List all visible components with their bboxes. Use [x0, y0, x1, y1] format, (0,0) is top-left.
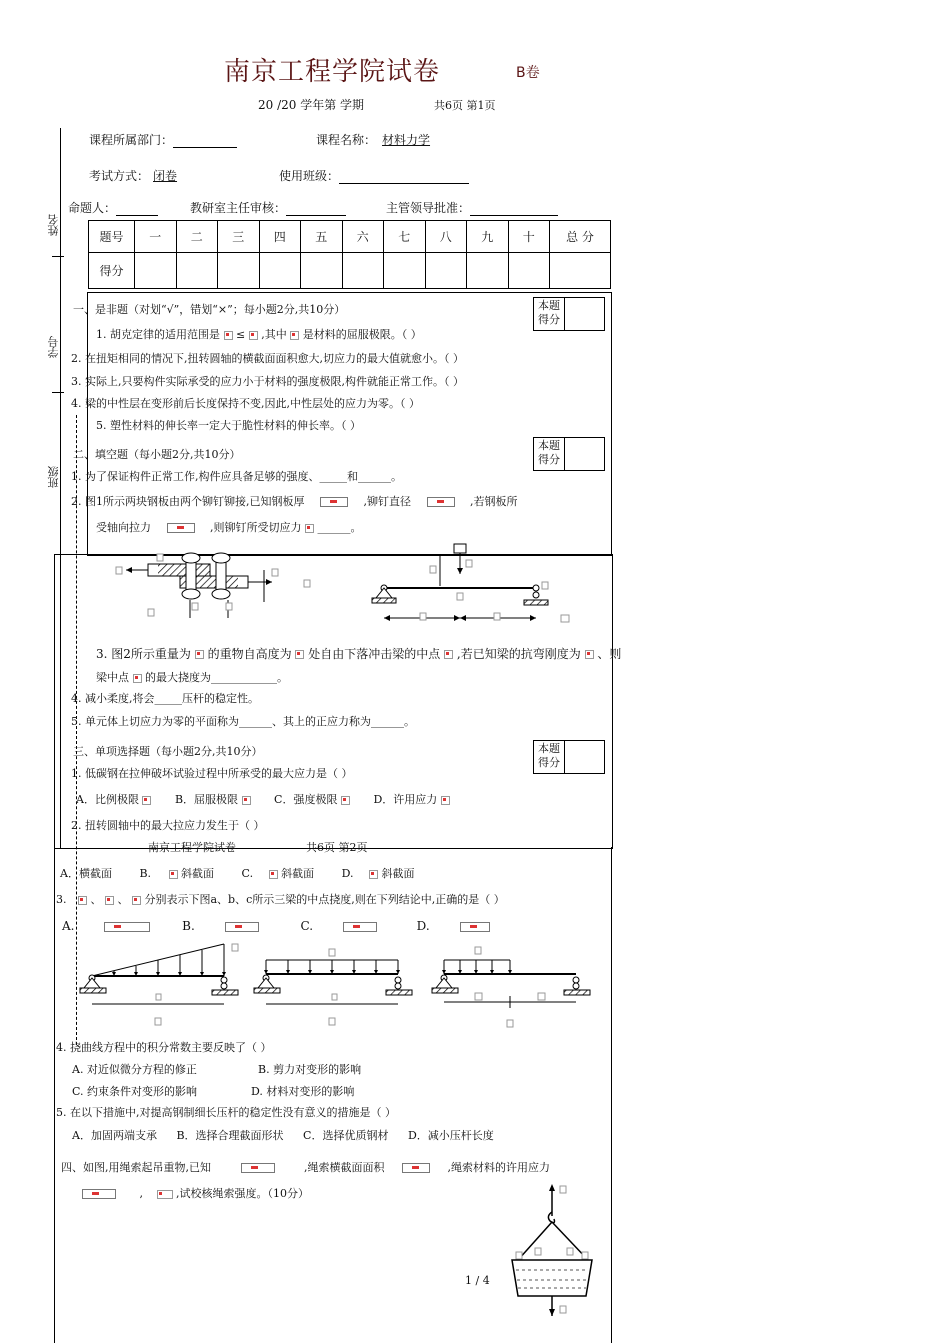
sec3-q2-options — [60, 865, 415, 881]
label-image-icon — [148, 609, 154, 616]
label-image-icon — [329, 949, 335, 956]
label-image-icon — [156, 994, 161, 1000]
ground — [432, 988, 458, 993]
sec1-q1 — [96, 326, 422, 342]
score-col: 二 — [176, 221, 218, 253]
q-text: , — [139, 1187, 143, 1200]
q-text: 四、如图,用绳索起吊重物,已知 — [61, 1161, 211, 1174]
side-label-name: 姓名 — [47, 214, 60, 236]
formula-image-icon — [224, 331, 233, 340]
figure-2-impact-beam — [366, 542, 576, 632]
sec2-q1: 1. 为了保证构件正常工作,构件应具备足够的强度、_____和______。 — [71, 470, 402, 483]
label-image-icon — [560, 1306, 566, 1313]
label-image-icon — [116, 567, 122, 574]
arrowhead — [126, 567, 132, 573]
sec3-q4-option-c[interactable]: C. 约束条件对变形的影响 — [72, 1085, 198, 1098]
formula-image-icon — [444, 650, 453, 659]
label-image-icon — [457, 593, 463, 600]
sec3-q4-option-a[interactable]: A. 对近似微分方程的修正 — [72, 1063, 197, 1076]
sec3-q5: 5. 在以下措施中,对提高钢制细长压杆的稳定性没有意义的措施是（ ） — [56, 1106, 396, 1119]
score-col: 七 — [384, 221, 426, 253]
sec2-q3 — [96, 645, 621, 662]
class-label: 使用班级： — [279, 169, 340, 183]
label-image-icon — [332, 994, 337, 1000]
label-image-icon — [494, 613, 500, 620]
q-text: ,试校核绳索强度。（10分） — [176, 1187, 309, 1200]
pin-support — [376, 588, 392, 598]
sec2-q2 — [71, 493, 518, 509]
label-image-icon — [542, 582, 548, 589]
pin-support — [258, 978, 274, 988]
score-cell[interactable] — [301, 253, 343, 289]
score-col: 六 — [342, 221, 384, 253]
option-d-text: 斜截面 — [381, 867, 415, 880]
review-label: 教研室主任审核： — [190, 201, 287, 215]
sec3-q1: 1. 低碳钢在拉伸破坏试验过程中所承受的最大应力是（ ） — [71, 767, 353, 780]
score-cell[interactable] — [259, 253, 301, 289]
course-label: 课程名称： — [316, 133, 377, 147]
ground — [372, 598, 396, 603]
formula-image-icon — [269, 870, 278, 879]
formula-image-icon — [167, 523, 195, 533]
label-image-icon — [157, 554, 163, 561]
q-text: 的最大挠度为____________。 — [145, 671, 288, 684]
score-col: 三 — [218, 221, 260, 253]
ground — [564, 990, 590, 995]
option-a[interactable]: A．比例极限 — [76, 793, 139, 806]
label-image-icon — [329, 1018, 335, 1025]
side-tick — [52, 392, 64, 393]
sec3-q5-options — [72, 1127, 494, 1143]
option-a[interactable]: A．横截面 — [60, 867, 112, 880]
author-field — [68, 199, 158, 216]
side-tick — [52, 256, 64, 257]
formula-image-icon — [78, 896, 87, 905]
sec3-q3: 3. 、 、 分别表示下图a、b、c所示三梁的中点挠度,则在下列结论中,正确的是（ ） — [56, 893, 505, 906]
formula-image-icon — [320, 497, 348, 507]
sec1-q3: 3. 实际上,只要构件实际承受的应力小于材料的强度极限,构件就能正常工作。（ ） — [71, 375, 464, 388]
score-table-head: 题号 — [89, 221, 135, 253]
score-table — [88, 220, 611, 289]
rivet-head — [212, 589, 230, 599]
rivet-head — [212, 553, 230, 563]
review-blank — [286, 203, 346, 216]
roller — [573, 977, 579, 983]
sec2-q5: 5. 单元体上切应力为零的平面称为______、其上的正应力称为______。 — [71, 715, 415, 728]
q-text: 梁中点 — [96, 671, 129, 684]
roller — [221, 983, 227, 989]
score-table-head-row — [89, 221, 611, 253]
score-cell[interactable] — [425, 253, 467, 289]
formula-image-icon — [427, 497, 455, 507]
score-table-value-row — [89, 253, 611, 289]
author-label: 命题人： — [68, 201, 117, 215]
rivet-head — [182, 553, 200, 563]
option-b[interactable]: B. — [139, 867, 152, 880]
sec3-q4-option-b[interactable]: B. 剪力对变形的影响 — [258, 1063, 362, 1076]
label-image-icon — [567, 1248, 573, 1255]
label-image-icon — [272, 569, 278, 576]
pin-support — [84, 978, 100, 988]
author-blank — [116, 203, 158, 216]
review-field — [190, 199, 346, 216]
formula-image-icon — [242, 796, 251, 805]
q-text: 受轴向拉力 — [96, 521, 151, 534]
formula-image-icon — [441, 796, 450, 805]
rivet-head — [182, 589, 200, 599]
sec2-q3-cont — [96, 669, 288, 685]
approve-label: 主管领导批准： — [386, 201, 471, 215]
q-text: ,若已知梁的抗弯刚度为 — [456, 647, 581, 661]
option-c[interactable]: C．强度极限 — [274, 793, 338, 806]
q-text: ,绳索横截面面积 — [304, 1161, 385, 1174]
formula-image-icon — [142, 796, 151, 805]
score-box-label: 本题 得分 — [534, 741, 565, 773]
section-score-box[interactable] — [533, 437, 605, 471]
q-text: 、则 — [597, 647, 622, 661]
option-a[interactable]: A．加固两端支承 — [72, 1129, 157, 1142]
score-col: 四 — [259, 221, 301, 253]
sec1-q5: 5. 塑性材料的伸长率一定大于脆性材料的伸长率。（ ） — [96, 419, 361, 432]
page-count: 共6页 第1页 — [434, 99, 496, 112]
sec2-title: 二、填空题（每小题2分,共10分） — [73, 448, 241, 461]
option-b[interactable]: B．屈服极限 — [174, 793, 239, 806]
score-col: 一 — [135, 221, 177, 253]
arrowhead — [266, 579, 272, 585]
formula-image-icon — [225, 922, 259, 932]
dept-blank — [173, 135, 237, 148]
score-box-label: 本题 得分 — [534, 298, 565, 330]
option-c-text: 斜截面 — [281, 867, 315, 880]
approve-blank — [470, 203, 558, 216]
roller — [221, 977, 227, 983]
dept-field — [89, 131, 237, 148]
option-c[interactable]: C. — [241, 867, 254, 880]
label-image-icon — [538, 993, 545, 1000]
paper-version: B卷 — [516, 65, 540, 81]
label-image-icon — [232, 944, 238, 951]
score-cell[interactable] — [508, 253, 550, 289]
side-label-class: 班级 — [47, 466, 60, 488]
q-text: 2. 图1所示两块钢板由两个铆钉铆接,已知钢板厚 — [71, 495, 305, 508]
formula-image-icon — [369, 870, 378, 879]
exam-title: 南京工程学院试卷 — [224, 57, 441, 87]
sec2-q2-cont — [96, 519, 362, 535]
option-a[interactable]: A. — [62, 919, 75, 933]
label-image-icon — [466, 560, 472, 567]
formula-image-icon — [133, 674, 142, 683]
page2-header: 南京工程学院试卷 — [148, 841, 236, 854]
roller — [573, 983, 579, 989]
option-b[interactable]: B. — [182, 919, 195, 933]
label-image-icon — [582, 1252, 588, 1259]
arrowhead — [549, 1309, 555, 1316]
label-image-icon — [226, 603, 232, 610]
score-cell[interactable] — [467, 253, 509, 289]
figure-1-rivet-joint — [112, 548, 312, 622]
page2-pages: 共6页 第2页 — [306, 841, 368, 854]
score-table-row-head: 得分 — [89, 253, 135, 289]
sec1-title: 一、是非题（对划“√”，错划“×”；每小题2分,共10分） — [73, 303, 346, 316]
section-score-box[interactable] — [533, 740, 605, 774]
formula-image-icon — [82, 1189, 116, 1199]
sec3-title: 三、单项选择题（每小题2分,共10分） — [73, 745, 263, 758]
page-frame-right — [611, 847, 612, 1343]
sec3-q2: 2. 扭转圆轴中的最大拉应力发生于（ ） — [71, 819, 265, 832]
formula-image-icon — [343, 922, 377, 932]
formula-image-icon — [460, 922, 490, 932]
score-col: 十 — [508, 221, 550, 253]
bucket — [512, 1260, 592, 1296]
sec4-line1 — [61, 1159, 550, 1175]
sec3-q1-options — [76, 791, 450, 807]
label-image-icon — [420, 613, 426, 620]
q-text: 3. 图2所示重量为 — [96, 647, 191, 661]
label-image-icon — [561, 615, 569, 622]
formula-image-icon — [290, 331, 299, 340]
formula-image-icon — [105, 896, 114, 905]
score-cell[interactable] — [342, 253, 384, 289]
score-cell[interactable] — [135, 253, 177, 289]
score-col: 五 — [301, 221, 343, 253]
figure-beam-b — [254, 940, 414, 1030]
label-image-icon — [192, 603, 198, 610]
figure-beam-a — [80, 940, 240, 1030]
approve-field — [386, 199, 558, 216]
q-text: 3. — [56, 893, 67, 906]
label-image-icon — [475, 947, 481, 954]
sec3-q4-option-d[interactable]: D. 材料对变形的影响 — [251, 1085, 355, 1098]
label-image-icon — [475, 993, 482, 1000]
mode-label: 考试方式： — [89, 169, 150, 183]
course-field — [316, 131, 436, 148]
dept-label: 课程所属部门： — [89, 133, 174, 147]
score-cell[interactable] — [384, 253, 426, 289]
arrowhead — [549, 1184, 555, 1191]
formula-image-icon — [585, 650, 594, 659]
ground — [524, 600, 548, 605]
page-number: 1 / 4 — [465, 1274, 490, 1287]
figure-rope-lift — [502, 1182, 602, 1318]
formula-image-icon — [341, 796, 350, 805]
option-b-text: 斜截面 — [181, 867, 215, 880]
q-text: 是材料的屈服极限。（ ） — [302, 328, 422, 341]
section-score-box[interactable] — [533, 297, 605, 331]
ground — [254, 988, 280, 993]
score-box-label: 本题 得分 — [534, 438, 565, 470]
figure-beam-c — [432, 940, 592, 1030]
option-d[interactable]: D. — [341, 867, 354, 880]
q-text: ______。 — [317, 521, 362, 534]
formula-image-icon — [132, 896, 141, 905]
plate-upper-hatch — [158, 564, 210, 576]
option-d[interactable]: D. — [416, 919, 430, 933]
label-image-icon — [155, 1018, 161, 1025]
label-image-icon — [560, 1186, 566, 1193]
course-name: 材料力学 — [382, 133, 431, 147]
sec4-line2 — [82, 1185, 309, 1201]
q-text: 分别表示下图a、b、c所示三梁的中点挠度,则在下列结论中,正确的是（ ） — [144, 893, 505, 906]
formula-image-icon — [195, 650, 204, 659]
formula-image-icon — [249, 331, 258, 340]
q-text: ,若钢板所 — [470, 495, 518, 508]
score-col: 九 — [467, 221, 509, 253]
ground — [212, 990, 238, 995]
label-image-icon — [516, 1252, 522, 1259]
class-field — [279, 167, 469, 184]
formula-image-icon — [104, 922, 150, 932]
falling-weight — [454, 544, 466, 553]
mode-value: 闭卷 — [153, 169, 178, 183]
q-text: 的重物自高度为 — [207, 647, 292, 661]
ground — [80, 988, 106, 993]
mode-field — [89, 167, 185, 184]
sec3-q4: 4. 挠曲线方程中的积分常数主要反映了（ ） — [56, 1041, 272, 1054]
formula-image-icon — [305, 524, 314, 533]
sec1-q4: 4. 梁的中性层在变形前后长度保持不变,因此,中性层处的应力为零。（ ） — [71, 397, 420, 410]
label-image-icon — [304, 580, 310, 587]
label-image-icon — [430, 566, 436, 573]
q-text: ,铆钉直径 — [363, 495, 411, 508]
pin — [533, 585, 539, 591]
page-frame-left — [54, 847, 55, 1343]
formula-image-icon — [402, 1163, 430, 1173]
roller — [395, 977, 401, 983]
sec3-q3-options — [62, 919, 490, 933]
score-col: 八 — [425, 221, 467, 253]
option-b[interactable]: B．选择合理截面形状 — [176, 1129, 284, 1142]
option-c[interactable]: C. — [300, 919, 314, 933]
formula-image-icon — [295, 650, 304, 659]
roller — [395, 983, 401, 989]
ground — [386, 990, 412, 995]
option-d[interactable]: D．减小压杆长度 — [407, 1129, 494, 1142]
q-text: 1. 胡克定律的适用范围是 — [96, 328, 220, 341]
option-c[interactable]: C．选择优质钢材 — [303, 1129, 389, 1142]
term: 20 /20 学年第 学期 — [258, 98, 365, 112]
q-text: 处自由下落冲击梁的中点 — [308, 647, 441, 661]
sec1-q2: 2. 在扭矩相同的情况下,扭转圆轴的横截面面积愈大,切应力的最大值就愈小。（ ） — [71, 352, 464, 365]
sec2-q4: 4. 减小柔度,将会_____压杆的稳定性。 — [71, 692, 259, 705]
score-cell[interactable] — [550, 253, 611, 289]
class-blank — [339, 171, 469, 184]
formula-image-icon — [241, 1163, 275, 1173]
option-d[interactable]: D．许用应力 — [373, 793, 438, 806]
q-text: ,绳索材料的许用应力 — [447, 1161, 550, 1174]
arrowhead — [457, 568, 463, 574]
score-cell[interactable] — [218, 253, 260, 289]
roller — [533, 592, 539, 598]
side-label-id: 学号 — [47, 336, 60, 358]
label-image-icon — [507, 1020, 513, 1027]
pin-support — [436, 978, 452, 988]
q-text: ≤ — [236, 328, 246, 341]
label-image-icon — [535, 1248, 541, 1255]
score-col-total: 总 分 — [550, 221, 611, 253]
score-cell[interactable] — [176, 253, 218, 289]
formula-image-icon — [169, 870, 178, 879]
formula-image-icon — [157, 1190, 173, 1199]
q-text: ,则铆钉所受切应力 — [210, 521, 302, 534]
q-text: ,其中 — [261, 328, 287, 341]
